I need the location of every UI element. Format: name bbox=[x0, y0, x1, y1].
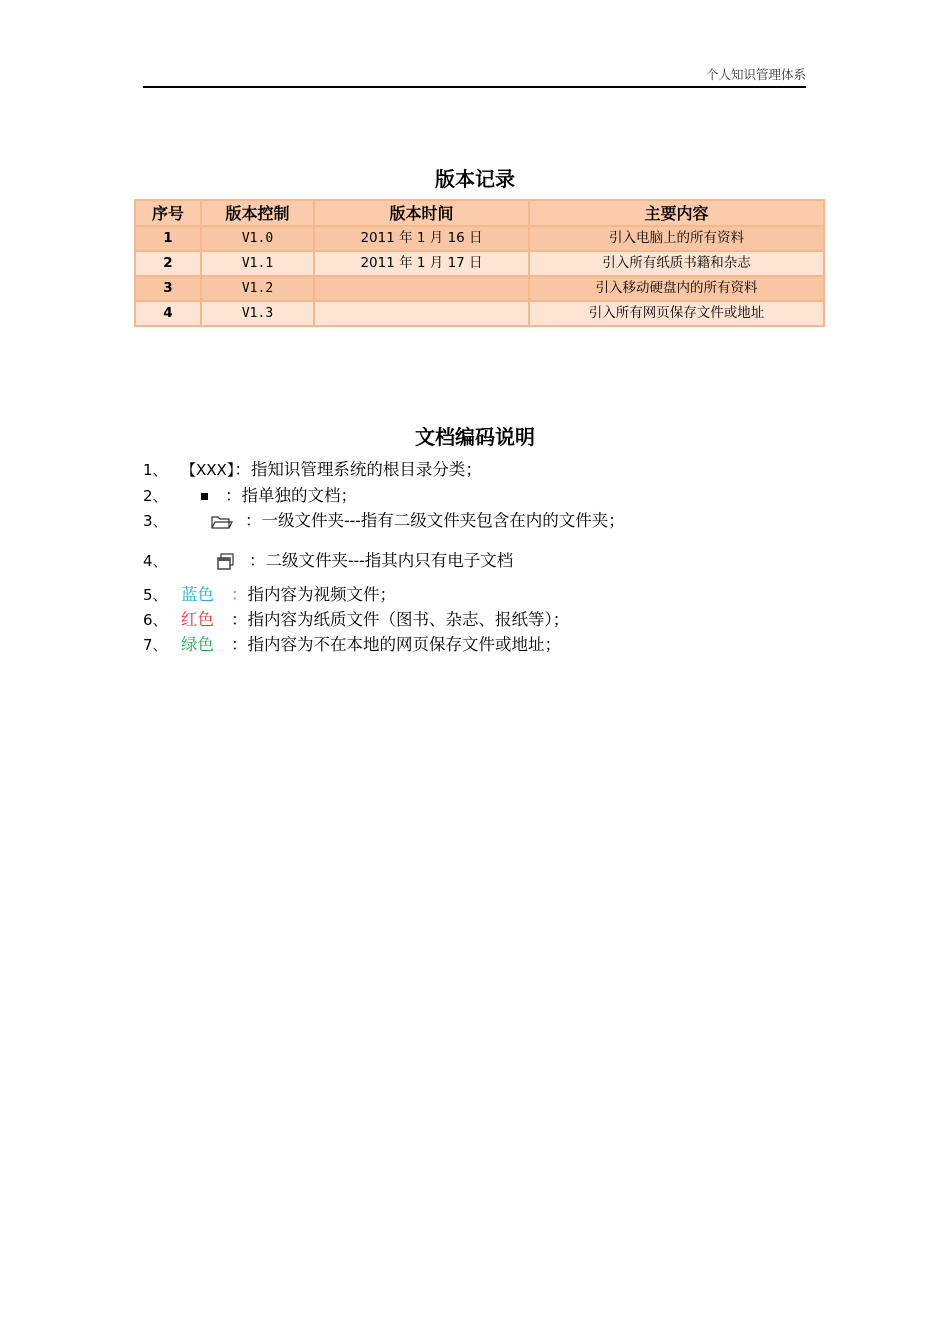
item-index: 1、 bbox=[143, 461, 168, 479]
item-text: 指知识管理系统的根目录分类； bbox=[250, 460, 482, 479]
table-row bbox=[135, 251, 824, 276]
row-content: 引入移动硬盘内的所有资料 bbox=[529, 276, 824, 301]
item-sep: ： bbox=[231, 635, 248, 654]
document-bullet-icon bbox=[201, 493, 208, 500]
row-date: 2011 年 1 月 16 日 bbox=[314, 226, 529, 251]
blue-color-label: 蓝色 bbox=[181, 585, 214, 604]
row-no: 3 bbox=[135, 276, 201, 301]
list-item bbox=[143, 509, 843, 533]
page-header: 个人知识管理体系 bbox=[143, 66, 806, 88]
list-item bbox=[143, 549, 843, 573]
row-version: V1.3 bbox=[201, 301, 314, 326]
row-no: 4 bbox=[135, 301, 201, 326]
item-sep: ： bbox=[245, 511, 262, 530]
item-sep: ： bbox=[225, 486, 242, 505]
row-version: V1.0 bbox=[201, 226, 314, 251]
row-no: 2 bbox=[135, 251, 201, 276]
item-index: 7、 bbox=[143, 636, 168, 654]
open-folder-icon bbox=[181, 509, 245, 533]
list-item bbox=[143, 458, 843, 482]
row-version: V1.2 bbox=[201, 276, 314, 301]
table-row bbox=[135, 226, 824, 251]
row-content: 引入电脑上的所有资料 bbox=[529, 226, 824, 251]
item-text: 指内容为不在本地的网页保存文件或地址； bbox=[247, 635, 561, 654]
item-text: 指内容为视频文件； bbox=[247, 585, 396, 604]
item-text: 指内容为纸质文件（图书、杂志、报纸等）； bbox=[247, 610, 570, 629]
col-header-no: 序号 bbox=[135, 200, 201, 226]
item-index: 2、 bbox=[143, 487, 168, 505]
item-sep: ： bbox=[231, 610, 248, 629]
item-index: 5、 bbox=[143, 586, 168, 604]
doc-coding-title: 文档编码说明 bbox=[415, 425, 535, 449]
row-date: 2011 年 1 月 17 日 bbox=[314, 251, 529, 276]
list-item bbox=[143, 484, 843, 508]
table-row bbox=[135, 276, 824, 301]
item-index: 6、 bbox=[143, 611, 168, 629]
green-color-label: 绿色 bbox=[181, 635, 214, 654]
version-record-title: 版本记录 bbox=[435, 167, 515, 191]
item-sep: ： bbox=[249, 551, 266, 570]
row-no: 1 bbox=[135, 226, 201, 251]
list-item bbox=[143, 583, 843, 607]
item-text: 一级文件夹---指有二级文件夹包含在内的文件夹； bbox=[261, 511, 625, 530]
item-index: 4、 bbox=[143, 552, 168, 570]
row-content: 引入所有网页保存文件或地址 bbox=[529, 301, 824, 326]
col-header-content: 主要内容 bbox=[529, 200, 824, 226]
subfolder-icon bbox=[181, 549, 249, 573]
item-sep: ： bbox=[231, 585, 248, 604]
item-sep: ： bbox=[234, 460, 251, 479]
row-date bbox=[314, 301, 529, 326]
item-text: 指单独的文档； bbox=[241, 486, 357, 505]
version-table bbox=[134, 199, 825, 327]
list-item bbox=[143, 608, 843, 632]
row-content: 引入所有纸质书籍和杂志 bbox=[529, 251, 824, 276]
item-text: 二级文件夹---指其内只有电子文档 bbox=[265, 551, 514, 570]
item-label: 【XXX】 bbox=[181, 461, 235, 479]
table-header-row bbox=[135, 200, 824, 226]
row-version: V1.1 bbox=[201, 251, 314, 276]
col-header-version: 版本控制 bbox=[201, 200, 314, 226]
list-item bbox=[143, 633, 843, 657]
table-row bbox=[135, 301, 824, 326]
red-color-label: 红色 bbox=[181, 610, 214, 629]
item-index: 3、 bbox=[143, 512, 168, 530]
col-header-date: 版本时间 bbox=[314, 200, 529, 226]
row-date bbox=[314, 276, 529, 301]
